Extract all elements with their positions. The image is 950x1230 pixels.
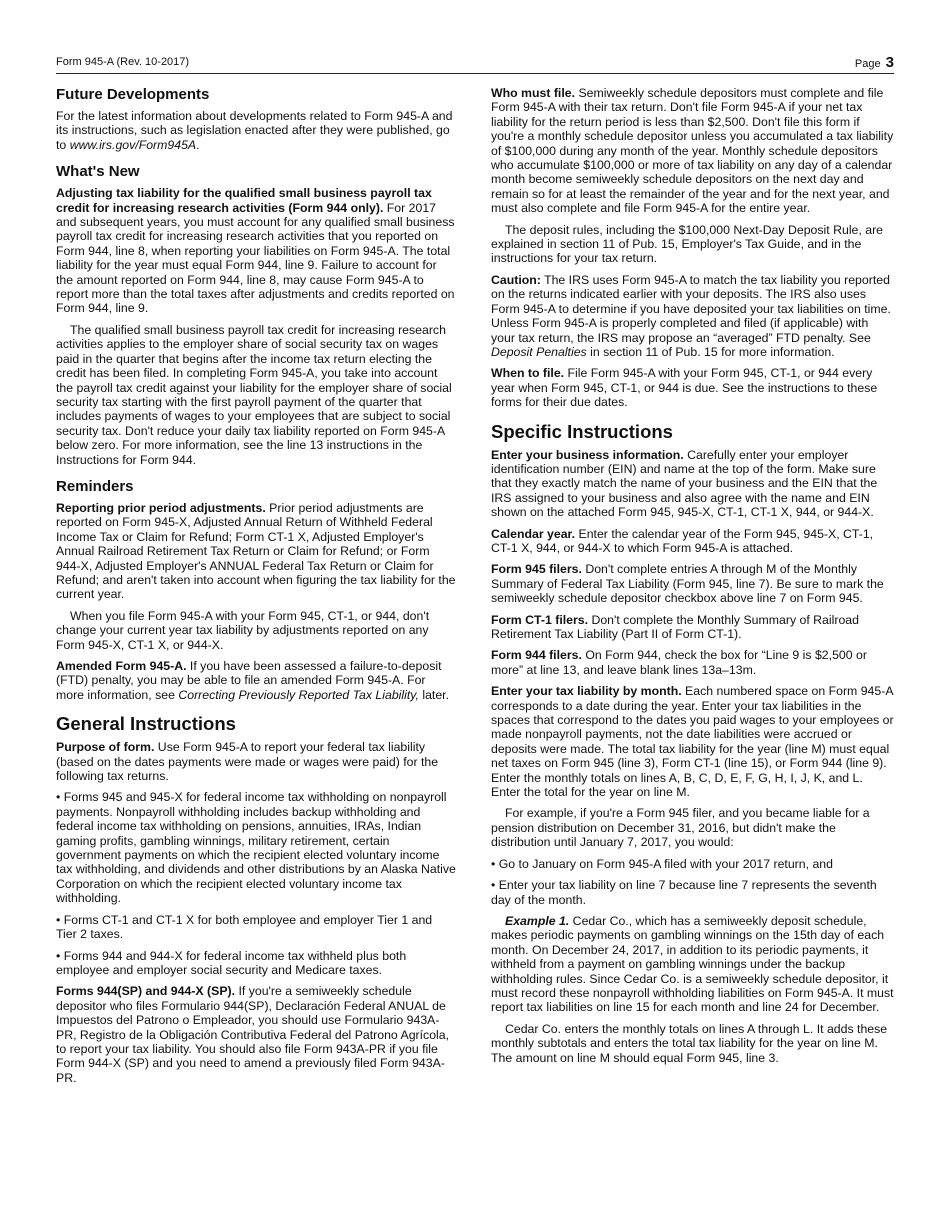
reminders-para-2: When you file Form 945-A with your Form 945, CT-1, or 944, don't change your current year tax liability by adjustments reported on any Form 945-X, CT-1 X, or 944-X. [56,608,430,652]
general-instructions-heading: General Instructions [56,713,236,735]
form-945-filers-para: Form 945 filers. Don't complete entries A through M of the Monthly Summary of Federal Tax Liability (Form 945, line 7). Be sure to mark the semiweekly schedule depositor checkbox above line 7 on Form 945. [491,562,884,606]
deposit-rules-para: The deposit rules, including the $100,000 Next-Day Deposit Rule, are explained in section 11 of Pub. 15, Employer's Tax Guide, and in the instructions for your tax return. [491,222,884,266]
form-944-filers-para: Form 944 filers. On Form 944, check the box for “Line 9 is $2,500 or more” at line 13, and leave blank lines 13a–13m. [491,648,867,677]
form-name: Form 945-A (Rev. 10-2017) [56,56,190,68]
business-info-para: Enter your business information. Carefully enter your employer identification number (EIN) and name at the top of the form. Make sure that they exactly match the name of your business and the EIN that the IRS assigned to your business and also agree with the name and EIN shown on the attached Form 945, 945-X, CT-1, CT-1 X, 944, or 944-X. [491,447,878,520]
reminders-para-1: Reporting prior period adjustments. Prior period adjustments are reported on Form 945-X, Adjusted Annual Return of Withheld Federal Income Tax or Claim for Refund; Form CT-1 X, Adjusted Employer's Annual Railroad Retirement Tax Return or Claim for Refund; or Form 944-X, Adjusted Employer's ANNUAL Federal Tax Return or Claim for Refund; and aren't taken into account when figuring the tax liability for the current year. [56,500,456,602]
bullet-945: • Forms 945 and 945-X for federal income tax withholding on nonpayroll payments. Nonpayroll withholding includes backup withholding and federal income tax withholding on pensions, annuities, IRAs, Indian gaming profits, gambling winnings, military retirement, certain government payments on which the recipient elected voluntary income tax withholding, and dividends and other distributions by an Alaska Native Corporation on which the recipient elected voluntary income tax withholding. [56,790,456,906]
caution-para: Caution: The IRS uses Form 945-A to match the tax liability you reported on the returns indicated earlier with your deposits. The IRS also uses Form 945-A to determine if you have deposited your tax liabilities on time. Unless Form 945-A is properly completed and filed (if applicable) with your tax return, the IRS may propose an “averaged” FTD penalty. See Deposit Penalties in section 11 of Pub. 15 for more information. [491,272,891,359]
form-ct1-filers-para: Form CT-1 filers. Don't complete the Monthly Summary of Railroad Retirement Tax Liability (Part II of Form CT-1). [491,612,859,641]
page-header [56,54,894,74]
page-label: Page [854,58,881,70]
example-bullet-2: • Enter your tax liability on line 7 because line 7 represents the seventh day of the month. [491,878,877,907]
example-bullet-1: • Go to January on Form 945-A filed with your 2017 return, and [491,856,833,871]
future-developments-text: For the latest information about developments related to Form 945-A and its instructions, such as legislation enacted after they were published, go to www.irs.gov/Form945A. [56,109,453,152]
future-developments-heading: Future Developments [56,86,210,103]
reminders-para-3: Amended Form 945-A. If you have been assessed a failure-to-deposit (FTD) penalty, you may be able to file an amended Form 945-A. For more information, see Correcting Previously Reported Tax Liability, later. [56,659,450,702]
page-number-label [855,54,894,71]
bullet-944: • Forms 944 and 944-X for federal income tax withheld plus both employee and employer social security and Medicare taxes. [56,948,407,977]
forms-944sp-para: Forms 944(SP) and 944-X (SP). If you're a semiweekly schedule depositor who files Formulario 944(SP), Declaración Federal ANUAL de Impuestos del Patrono o Empleador, you should use Formulario 943A-PR, Registro de la Obligación Contributiva Federal del Patrono Agrícola, to report your tax liability. You should also file Form 943A-PR if you file Form 944-X (SP) and you need to amend a previously filed Form 943A-PR. [56,984,450,1085]
whats-new-heading: What's New [56,163,140,181]
purpose-of-form-para: Purpose of form. Use Form 945-A to report your federal tax liability (based on the dates payments were made or wages were paid) for the following tax returns. [56,740,439,784]
calendar-year-para: Calendar year. Enter the calendar year of the Form 945, 945-X, CT-1, CT-1 X, 944, or 944-X to which Form 945-A is attached. [491,526,874,555]
liability-by-month-para: Enter your tax liability by month. Each numbered space on Form 945-A corresponds to a date during the year. Enter your tax liabilities in the spaces that correspond to the dates you paid wages to your employees or made nonpayroll payments, not the date liabilities were accrued or deposits were made. The total tax liability for the year (line M) must equal net taxes on Form 945 (line 3), Form CT-1 (line 15), or Form 944 (line 9). Enter the monthly totals on lines A, B, C, D, E, F, G, H, I, J, K, and L. Enter the total for the year on line M. [491,684,894,800]
example-intro-para: For example, if you're a Form 945 filer, and you became liable for a pension distribution on December 31, 2016, but didn't make the distribution until January 7, 2017, you would: [491,806,870,850]
whats-new-para-2: The qualified small business payroll tax credit for increasing research activities applies to the employer share of social security tax on wages paid in the quarter that begins after the income tax return electing the credit has been filed. In completing Form 945-A, you take into account the payroll tax credit against your liability for the employer share of social security tax starting with the first payroll payment of the quarter that includes payments of wages to your employees that are subject to social security tax. Don't reduce your daily tax liability reported on Form 945-A below zero. For more information, see the line 13 instructions in the Instructions for Form 944. [56,322,452,467]
when-to-file-para: When to file. File Form 945-A with your Form 945, CT-1, or 944 every year when Form 945, CT-1, or 944 is due. See the instructions to these forms for their due dates. [491,366,878,410]
page-number: 3 [885,54,894,71]
irs-url-link[interactable]: www.irs.gov/Form945A [69,137,197,152]
header-rule [56,73,894,74]
bullet-ct1: • Forms CT-1 and CT-1 X for both employee and employer Tier 1 and Tier 2 taxes. [56,912,433,942]
whats-new-para-1: Adjusting tax liability for the qualified small business payroll tax credit for increasing research activities (Form 944 only). For 2017 and subsequent years, you must account for any qualified small business payroll tax credit for increasing research activities that you reported on Form 944, line 8, when reporting your liabilities on Form 945-A. The total liability for the year must equal Form 944, line 9. Failure to account for the amount reported on Form 944, line 8, may cause Form 945-A to report more than the total taxes after adjustments and credits reported on Form 944, line 9. [56,186,455,316]
example-1-para: Example 1. Cedar Co., which has a semiweekly deposit schedule, makes periodic payments on gambling winnings on the 15th day of each month. On December 24, 2017, in addition to its periodic payments, it withheld from a payment on gambling winnings under the backup withholding rules. Since Cedar Co. is a semiweekly schedule depositor, it must record these nonpayroll withholding liabilities on Form 945-A. It must report tax liabilities on line 15 for each month and line 24 for December. [491,913,894,1015]
reminders-heading: Reminders [56,477,134,495]
specific-instructions-heading: Specific Instructions [491,420,673,442]
who-must-file-para: Who must file. Semiweekly schedule depositors must complete and file Form 945-A with their tax return. Don't file Form 945-A if your net tax liability for the return period is less than $2,500. Don't file this form if you're a monthly schedule depositor unless you accumulated a tax liability of $100,000 during any month of the year. Monthly schedule depositors who accumulate $100,000 or more of tax liability on any day of a calendar month become semiweekly schedule depositors on the next day and remain so for at least the remainder of the year and for the next year, and must also complete and file Form 945-A for the entire year. [491,86,894,216]
right-column [491,86,894,1072]
left-column [56,86,456,1092]
example-1b-para: Cedar Co. enters the monthly totals on lines A through L. It adds these monthly subtotals and enters the total tax liability for the year on line M. The amount on line M should equal Form 945, line 3. [491,1021,888,1065]
